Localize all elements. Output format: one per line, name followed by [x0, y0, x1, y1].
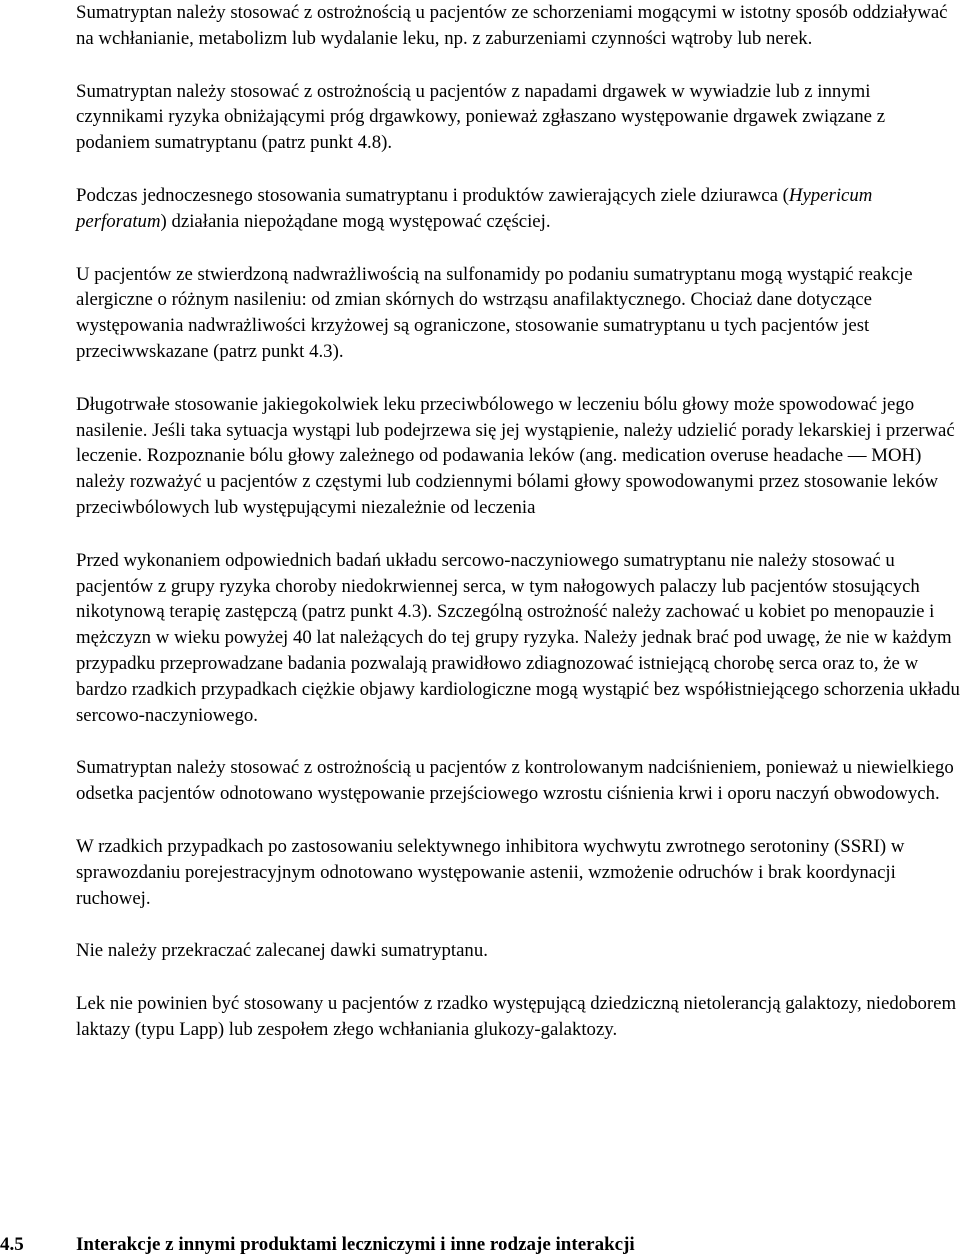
paragraph-text: Podczas jednoczesnego stosowania sumatryptanu i produktów zawierających ziele dziurawca ( [76, 184, 789, 206]
paragraph-galactose-intolerance: Lek nie powinien być stosowany u pacjentów z rzadko występującą dziedziczną nietolerancją galaktozy, niedoborem laktazy (typu Lapp) lub zespołem złego wchłaniania glukozy-galaktozy. [76, 993, 957, 1040]
paragraph-dose-limit: Nie należy przekraczać zalecanej dawki sumatryptanu. [76, 940, 488, 962]
paragraph-st-johns-wort [76, 183, 960, 235]
section-number: 4.5 [0, 1234, 24, 1255]
paragraph-hypertension: Sumatryptan należy stosować z ostrożnością u pacjentów z kontrolowanym nadciśnieniem, ponieważ u niewielkiego odsetka pacjentów odnotowano występowanie przejściowego wzrostu ciśnienia krwi i oporu naczyń obwodowych. [76, 757, 954, 805]
latin-plant-name: Hypericum perforatum [76, 184, 873, 232]
paragraph-sulfonamide-hypersensitivity: U pacjentów ze stwierdzoną nadwrażliwością na sulfonamidy po podaniu sumatryptanu mogą wystąpić reakcje alergiczne o różnym nasileniu: od zmian skórnych do wstrząsu anafilaktycznego. Chociaż dane dotyczące występowania nadwrażliwości krzyżowej są ograniczone, stosowanie sumatryptanu u tych pacjentów jest przeciwwskazane (patrz punkt 4.3). [76, 263, 913, 362]
paragraph-medication-overuse-headache: Długotrwałe stosowanie jakiegokolwiek leku przeciwbólowego w leczeniu bólu głowy może spowodować jego nasilenie. Jeśli taka sytuacja wystąpi lub podejrzewa się jej wystąpienie, należy udzielić porady lekarskiej i przerwać leczenie. Rozpoznanie bólu głowy zależnego od podawania leków (ang. medication overuse headache — MOH) należy rozważyć u pacjentów z częstymi lub codziennymi bólami głowy spowodowanymi przez stosowanie leków przeciwbólowych lub występującymi niezależnie od leczenia [76, 393, 955, 518]
paragraph-ssri: W rzadkich przypadkach po zastosowaniu selektywnego inhibitora wychwytu zwrotnego serotoniny (SSRI) w sprawozdaniu porejestracyjnym odnotowano występowanie astenii, wzmożenie odruchów i brak koordynacji ruchowej. [76, 835, 905, 909]
paragraph-text: ) działania niepożądane mogą występować częściej. [160, 210, 551, 232]
paragraph-hepatic-renal: Sumatryptan należy stosować z ostrożnością u pacjentów ze schorzeniami mogącymi w istotny sposób oddziaływać na wchłanianie, metabolizm lub wydalanie leku, np. z zaburzeniami czynności wątroby lub nerek. [76, 2, 948, 49]
section-title: Interakcje z innymi produktami leczniczymi i inne rodzaje interakcji [76, 1234, 635, 1255]
section-heading [0, 1232, 960, 1258]
document-body [76, 0, 960, 1070]
paragraph-seizures: Sumatryptan należy stosować z ostrożnością u pacjentów z napadami drgawek w wywiadzie lub z innymi czynnikami ryzyka obniżającymi próg drgawkowy, ponieważ zgłaszano występowanie drgawek związane z podaniem sumatryptanu (patrz punkt 4.8). [76, 80, 886, 154]
paragraph-cardiovascular-risk: Przed wykonaniem odpowiednich badań układu sercowo-naczyniowego sumatryptanu nie należy stosować u pacjentów z grupy ryzyka choroby niedokrwiennej serca, w tym nałogowych palaczy lub pacjentów stosujących nikotynową terapię zastępczą (patrz punkt 4.3). Szczególną ostrożność należy zachować u kobiet po menopauzie i mężczyzn w wieku powyżej 40 lat należących do tej grupy ryzyka. Należy jednak brać pod uwagę, że nie w każdym przypadku przeprowadzane badania pozwalają prawidłowo zdiagnozować istniejącą chorobę serca oraz to, że w bardzo rzadkich przypadkach ciężkie objawy kardiologiczne mogą wystąpić bez współistniejącego schorzenia układu sercowo-naczyniowego. [76, 549, 960, 726]
